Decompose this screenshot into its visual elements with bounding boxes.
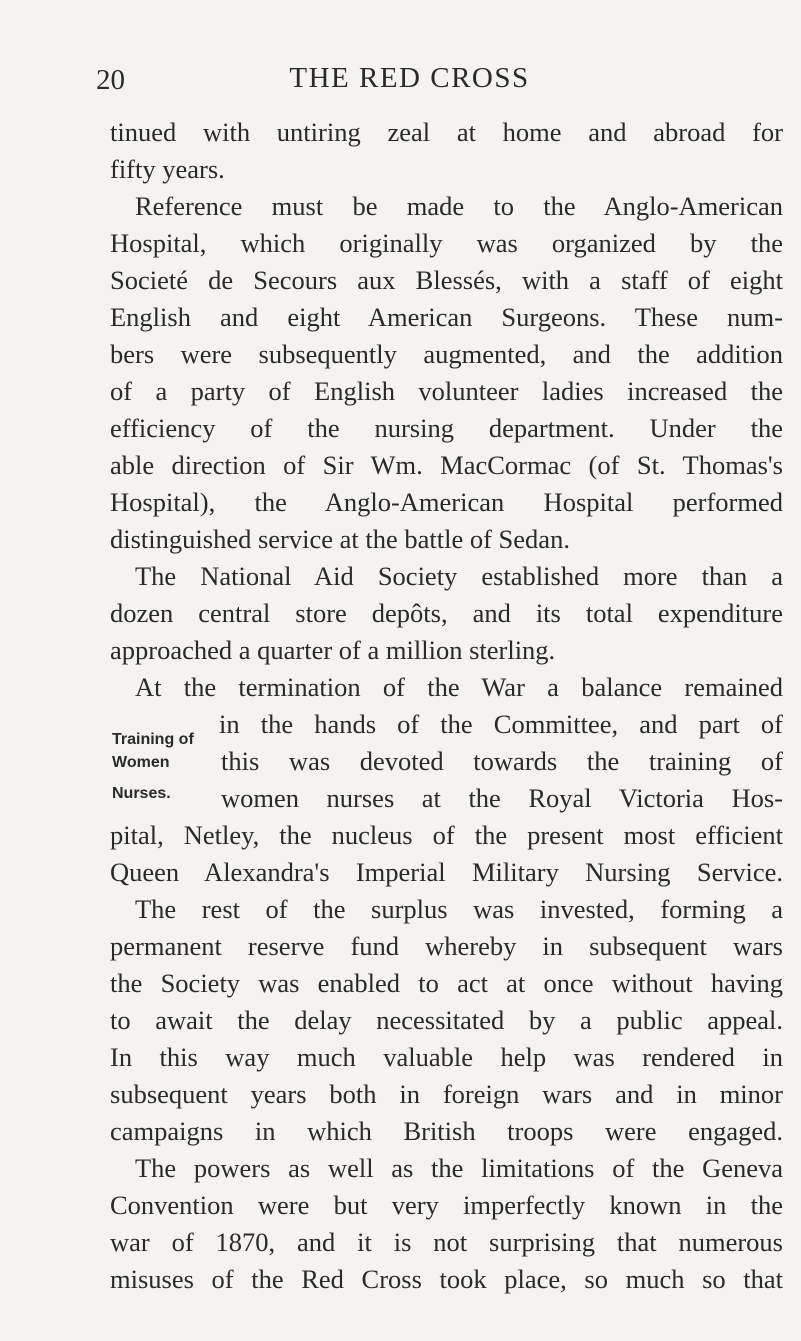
page-number: 20 <box>96 64 125 96</box>
text-line: the Society was enabled to act at once without having <box>110 968 783 998</box>
margin-note-line: Women <box>112 754 170 771</box>
running-head: THE RED CROSS <box>289 62 530 94</box>
text-line: pital, Netley, the nucleus of the present most efficient <box>110 820 783 850</box>
text-line: approached a quarter of a million sterling. <box>110 635 556 665</box>
text-line: war of 1870, and it is not surprising that numerous <box>110 1227 783 1257</box>
text-line: women nurses at the Royal Victoria Hos- <box>221 783 783 813</box>
text-line: misuses of the Red Cross took place, so much so that <box>110 1264 783 1294</box>
text-line: Convention were but very imperfectly known in the <box>110 1190 783 1220</box>
text-line: Hospital), the Anglo-American Hospital performed <box>110 487 783 517</box>
margin-note-line: Nurses. <box>112 785 171 802</box>
text-line: permanent reserve fund whereby in subsequent wars <box>110 931 783 961</box>
text-line: of a party of English volunteer ladies increased the <box>110 376 783 406</box>
text-line: distinguished service at the battle of Sedan. <box>110 524 570 554</box>
text-line: The powers as well as the limitations of the Geneva <box>135 1153 783 1183</box>
text-line: campaigns in which British troops were engaged. <box>110 1116 783 1146</box>
text-line: In this way much valuable help was rendered in <box>110 1042 783 1072</box>
text-line: The National Aid Society established more than a <box>135 561 783 591</box>
text-line: subsequent years both in foreign wars and in minor <box>110 1079 783 1109</box>
margin-note-line: Training of <box>112 731 194 748</box>
text-line: fifty years. <box>110 154 225 184</box>
text-line: English and eight American Surgeons. These num- <box>110 302 783 332</box>
text-line: Societé de Secours aux Blessés, with a staff of eight <box>110 265 783 295</box>
text-line: this was devoted towards the training of <box>221 746 783 776</box>
text-line: to await the delay necessitated by a public appeal. <box>110 1005 783 1035</box>
text-line: At the termination of the War a balance remained <box>135 672 783 702</box>
text-line: Hospital, which originally was organized by the <box>110 228 783 258</box>
text-line: dozen central store depôts, and its total expenditure <box>110 598 783 628</box>
text-line: tinued with untiring zeal at home and abroad for <box>110 117 783 147</box>
text-line: efficiency of the nursing department. Under the <box>110 413 783 443</box>
text-line: Reference must be made to the Anglo-American <box>135 191 783 221</box>
text-line: bers were subsequently augmented, and the addition <box>110 339 783 369</box>
text-line: The rest of the surplus was invested, forming a <box>135 894 783 924</box>
text-line: able direction of Sir Wm. MacCormac (of St. Thomas's <box>110 450 783 480</box>
text-line: Queen Alexandra's Imperial Military Nursing Service. <box>110 857 783 887</box>
text-line: in the hands of the Committee, and part of <box>219 709 783 739</box>
